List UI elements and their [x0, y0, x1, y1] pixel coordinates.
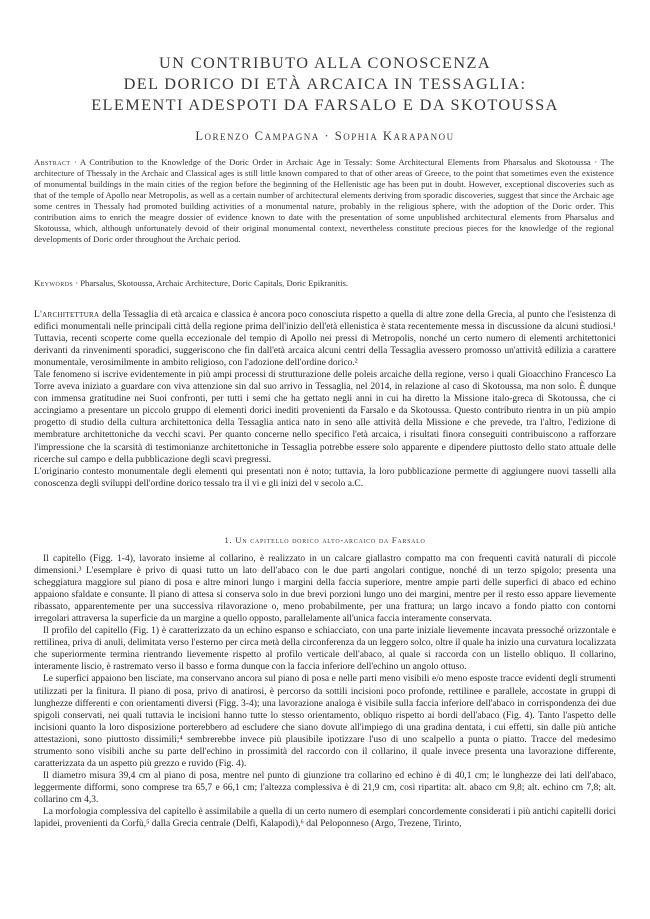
section-1-paragraph-1: Il capitello (Figg. 1-4), lavorato insieme al collarino, è realizzato in un calcare giallastro compatto ma con frequenti cavità naturali di piccole dimensioni.³ L'esemplare è privo di quasi tutto un lato dell'abaco con le due parti angolari contigue, nonché di un terzo spigolo; presenta una scheggiatura maggiore sul piano di posa e altre minori lungo i margini della faccia superiore, mentre ampie parti delle superfici di abaco ed echino appaiono sfaldate e consunte. Il piano di attesa si conserva solo in due brevi porzioni lungo uno dei margini, mentre per il resto esso appare lievemente ribassato, apparentemente per una successiva rilavorazione o, meno probabilmente, per una frattura; un largo incavo a fondo piatto con contorni irregolari attraversa la superficie da un margine a quello opposto, parallelamente all'unica faccia interamente conservata.	[34, 554, 616, 625]
title-line-1: UN CONTRIBUTO ALLA CONOSCENZA	[158, 53, 491, 72]
abstract-label: Abstract	[34, 157, 71, 167]
intro-paragraph-1	[34, 309, 616, 369]
authors: Lorenzo Campagna · Sophia Karapanou	[195, 129, 455, 143]
intro-paragraph-3: L'originario contesto monumentale degli elementi qui presentati non è noto; tuttavia, la loro pubblicazione permette di aggiungere nuovi tasselli alla conoscenza degli sviluppi dell'ordine dorico tessalo tra il vi e gli inizi del v secolo a.C.	[34, 466, 616, 489]
section-1-paragraph-4: Il diametro misura 39,4 cm al piano di posa, mentre nel punto di giunzione tra collarino ed echino è di 40,1 cm; le lunghezze dei lati dell'abaco, leggermente difformi, sono comprese tra 65,7 e 66,1 cm; l'altezza complessiva è di 21,9 cm, così ripartita: alt. abaco cm 9,8; alt. echino cm 7,8; alt. collarino cm 4,3.	[34, 770, 616, 805]
section-1-paragraph-2: Il profilo del capitello (Fig. 1) è caratterizzato da un echino espanso e schiacciato, con una parte iniziale lievemente incavata pressoché orizzontale e rettilinea, priva di anuli, delimitata verso l'esterno per circa metà della circonferenza da un leggero solco, oltre il quale ha inizio una curvatura localizzata che superiormente termina rientrando lievemente rispetto al profilo verticale dell'abaco, al quale si raccorda con un listello obliquo. Il collarino, interamente liscio, è rastremato verso il basso e forma dunque con la faccia inferiore dell'echino un angolo ottuso.	[34, 626, 617, 673]
intro-paragraph-2: Tale fenomeno si iscrive evidentemente in più ampi processi di strutturazione delle poleis arcaiche della regione, verso i quali Gioacchino Francesco La Torre aveva iniziato a guardare con viva attenzione sin dal suo arrivo in Tessaglia, nel 2014, in relazione al caso di Skotoussa, ma non solo. È dunque con immensa gratitudine nei Suoi confronti, per tutti i semi che ha gettato negli anni in cui ha diretto la Missione italo-greca di Skotoussa, che ci accingiamo a presentare un piccolo gruppo di elementi dorici inediti provenienti da Farsalo e da Skotoussa. Questo contributo rientra in un più ampio progetto di studio della cultura architettonica della Tessaglia antica nato in seno alle attività della Missione e che prevede, tra l'altro, l'edizione di membrature architettoniche da vecchi scavi. Per quanto concerne nello specifico l'età arcaica, i risultati finora conseguiti contribuiscono a rafforzare l'impressione che la scarsità di testimonianze architettoniche in Tessaglia potrebbe essere solo apparente e dipendere piuttosto dello stato attuale delle ricerche sul campo e della pubblicazione degli scavi pregressi.	[34, 370, 616, 465]
section-1-paragraph-5: La morfologia complessiva del capitello è assimilabile a quella di un certo numero di esemplari concordemente considerati i più antichi capitelli dorici lapidei, provenienti da Corfù,⁵ dalla Grecia centrale (Delfi, Kalapodi),⁶ dal Peloponneso (Argo, Trezene, Tirinto,	[34, 806, 616, 830]
keywords	[34, 278, 614, 289]
abstract-text: · A Contribution to the Knowledge of the Doric Order in Archaic Age in Tessaly: Some Architectural Elements from Pharsalus and Skotoussa · The architecture of Thessaly in the Archaic and Classical ages is still little known compared to that of other areas of Greece, to the point that sometimes even the existence of monumental buildings in the main cities of the region before the beginning of the Hellenistic age has been put in doubt. However, exceptional discoveries such as that of the temple of Apollo near Metropolis, as well as a certain number of architectural elements deriving from sporadic discoveries, suggest that since the Archaic age some centres in Thessaly had promoted building activities of a monumental nature, probably in the religious sphere, with the adoption of the Doric order. This contribution aims to enrich the meagre dossier of evidence known to date with the presentation of some unpublished architectural elements from Pharsalus and Skotoussa, which, although unfortunately devoid of their original monumental context, nevertheless constitute precious pieces for the knowledge of the regional developments of Doric order throughout the Archaic period.	[34, 157, 614, 245]
section-1-paragraph-3: Le superfici appaiono ben lisciate, ma conservano ancora sul piano di posa e nelle parti meno visibili e/o meno esposte tracce evidenti degli strumenti utilizzati per la finitura. Il piano di posa, privo di anatirosi, è percorso da sottili incisioni poco profonde, rettilinee e parallele, accostate in gruppi di lunghezze differenti e con orientamenti diversi (Figg. 3-4); una lavorazione analoga è visibile sulla faccia inferiore dell'abaco in corrispondenza dei due spigoli conservati, nei quali tuttavia le incisioni hanno tutte lo stesso orientamento, obliquo rispetto ai bordi dell'abaco (Fig. 4). Tanto l'aspetto delle incisioni quanto la loro disposizione porterebbero ad escludere che siano dovute all'impiego di una gradina dentata, i cui effetti, sin dalle più antiche attestazioni, sono piuttosto dissimili;⁴ sembrerebbe invece più plausibile ipotizzare l'uso di uno scalpello a punta o piatto. Tracce del medesimo strumento sono visibili anche su parte dell'echino in prossimità del raccordo con il collarino, il quale invece presenta una lavorazione differente, caratterizzata da un aspetto più grezzo e ruvido (Fig. 4).	[34, 674, 616, 769]
keywords-text: · Pharsalus, Skotoussa, Archaic Architecture, Doric Capitals, Doric Epikranitis.	[73, 278, 349, 288]
intro-paragraph-1-text: della Tessaglia di età arcaica e classica è ancora poco conosciuta rispetto a quella di altre zone della Grecia, al punto che l'esistenza di edifici monumentali nelle principali città della regione prima dell'inizio dell'età ellenistica è stata recentemente messa in discussione da alcuni studiosi.¹ Tuttavia, recenti scoperte come quella eccezionale del tempio di Apollo nei pressi di Metropolis, nonché un certo numero di elementi architettonici derivanti da rinvenimenti sporadici, suggeriscono che fin dall'età arcaica alcuni centri della Tessaglia avessero promosso un'attività edilizia a carattere monumentale, verosimilmente in ambito religioso, con l'adozione dell'ordine dorico.²	[34, 310, 616, 369]
intro-lead-word: L'architettura	[34, 310, 100, 320]
section-heading: 1. Un capitello dorico alto-arcaico da Farsalo	[224, 535, 426, 545]
keywords-label: Keywords	[34, 278, 74, 288]
introduction	[34, 309, 616, 490]
title-line-3: ELEMENTI ADESPOTI DA FARSALO E DA SKOTOUSSA	[91, 95, 559, 114]
article-title	[0, 52, 650, 115]
title-line-2: DEL DORICO DI ETÀ ARCAICA IN TESSAGLIA:	[123, 74, 527, 93]
section-1-body	[34, 553, 616, 830]
abstract	[34, 157, 614, 245]
